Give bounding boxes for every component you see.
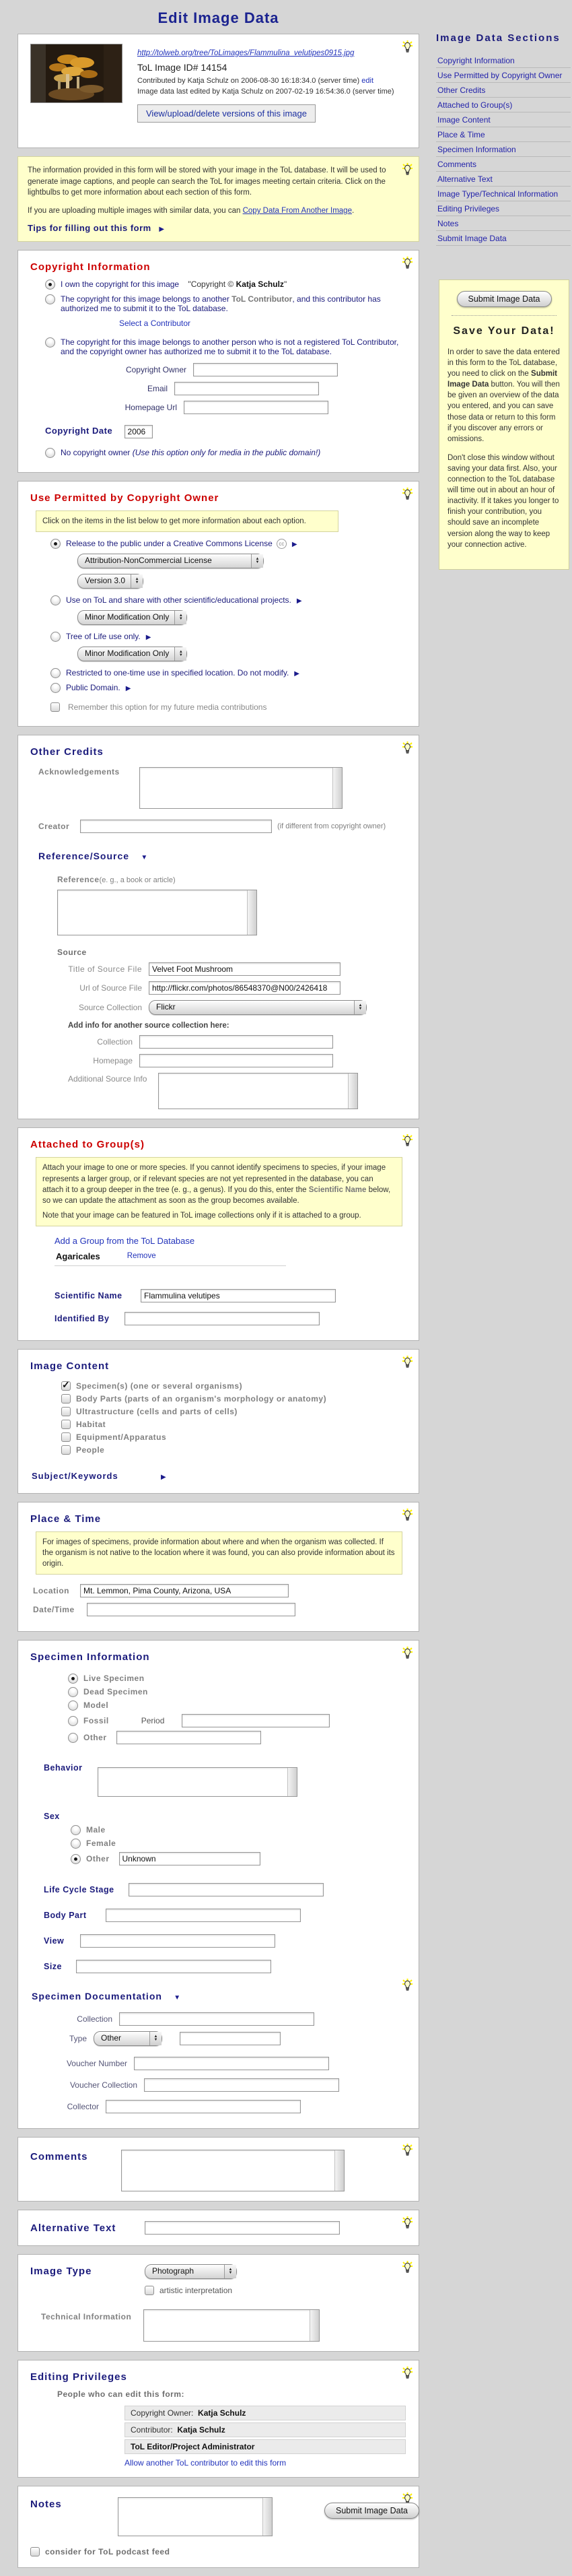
technical-info-textarea[interactable] — [143, 2309, 320, 2342]
group-name: Agaricales — [56, 1251, 100, 1261]
copyright-contributor-radio[interactable] — [45, 294, 55, 304]
lightbulb-icon[interactable] — [402, 2367, 413, 2379]
reference-source-header[interactable]: Reference/Source — [38, 851, 130, 862]
copyright-own-label: I own the copyright for this image — [61, 279, 180, 290]
spec-collection-input[interactable] — [119, 2012, 314, 2026]
sex-other-label: Other — [86, 1854, 110, 1864]
podcast-checkbox[interactable] — [30, 2547, 40, 2556]
no-copyright-label: No copyright owner — [61, 448, 133, 458]
specimen-info-title: Specimen Information — [30, 1651, 150, 1663]
life-cycle-input[interactable] — [129, 1883, 324, 1896]
specimen-info-section — [17, 1640, 419, 2129]
scientific-name-label: Scientific Name — [55, 1290, 122, 1300]
image-type-title: Image Type — [30, 2266, 92, 2278]
save-your-data-box — [439, 279, 569, 570]
voucher-number-label: Voucher Number — [66, 2059, 127, 2069]
lightbulb-icon[interactable] — [402, 488, 413, 500]
cc-license-radio[interactable] — [50, 539, 61, 549]
editing-intro: People who can edit this form: — [57, 2389, 185, 2400]
arrow-right-icon: ▶ — [125, 685, 131, 693]
male-label: Male — [86, 1825, 106, 1835]
acknowledgements-textarea[interactable] — [139, 767, 343, 809]
use-permitted-title: Use Permitted by Copyright Owner — [30, 492, 219, 504]
triangle-down-icon: ▼ — [174, 1994, 181, 2002]
lightbulb-icon[interactable] — [402, 257, 413, 269]
source-label: Source — [57, 948, 87, 958]
public-domain-radio[interactable] — [50, 683, 61, 693]
sidebar-item-other-credits[interactable]: Other Credits — [436, 83, 571, 98]
sidebar-item-image-content[interactable]: Image Content — [436, 112, 571, 127]
specimen-other-radio[interactable] — [68, 1733, 78, 1743]
editor-row-value: Katja Schulz — [177, 2425, 225, 2435]
editor-row-value: Katja Schulz — [198, 2408, 246, 2418]
datetime-label: Date/Time — [33, 1605, 75, 1615]
scientific-name-input[interactable]: Flammulina velutipes — [141, 1289, 336, 1302]
sidebar-item-notes[interactable]: Notes — [436, 216, 571, 231]
sidebar-item-editing-privileges[interactable]: Editing Privileges — [436, 201, 571, 216]
owner-field-label: Copyright Owner — [125, 365, 186, 375]
homepage-input[interactable] — [139, 1054, 333, 1067]
save-data-heading: Save Your Data! — [453, 325, 555, 337]
scrollbar[interactable] — [287, 1768, 297, 1796]
source-collection-label: Source Collection — [78, 1003, 142, 1013]
attached-note-2: Note that your image can be featured in ToL image collections only if it is attached to a group. — [42, 1211, 361, 1220]
model-label: Model — [83, 1700, 109, 1711]
image-header-box — [17, 34, 419, 148]
lightbulb-icon[interactable] — [402, 163, 413, 176]
select-stepper-icon — [224, 2265, 236, 2278]
additional-source-textarea[interactable] — [158, 1073, 358, 1109]
add-info-label: Add info for another source collection here: — [68, 1022, 229, 1030]
title-source-label: Title of Source File — [68, 964, 142, 975]
copy-data-link[interactable]: Copy Data From Another Image — [242, 207, 352, 216]
fossil-radio[interactable] — [68, 1716, 78, 1726]
size-label: Size — [44, 1962, 63, 1972]
email-field-label: Email — [147, 384, 168, 394]
content-label: People — [76, 1445, 105, 1455]
tips-link[interactable]: Tips for filling out this form — [28, 223, 151, 234]
editor-row — [124, 2406, 406, 2420]
intro-p2-text: If you are uploading multiple images with similar data, you can — [28, 207, 243, 216]
other-credits-title: Other Credits — [30, 746, 104, 758]
versions-button[interactable]: View/upload/delete versions of this image — [137, 104, 316, 123]
size-input[interactable] — [76, 1960, 271, 1973]
comments-section — [17, 2137, 419, 2202]
content-label: Habitat — [76, 1419, 106, 1429]
homepage-field-label: Homepage Url — [124, 403, 177, 413]
creator-label: Creator — [38, 822, 70, 832]
public-domain-label[interactable]: Public Domain. — [66, 683, 120, 693]
behavior-textarea[interactable] — [98, 1767, 297, 1797]
scrollbar[interactable] — [332, 768, 342, 808]
save-p1-a: In order to save the data entered in this form to the ToL database, you need to click on the — [448, 348, 560, 378]
dotted-divider — [452, 315, 557, 316]
copyright-section-title: Copyright Information — [30, 261, 151, 273]
life-cycle-label: Life Cycle Stage — [44, 1885, 114, 1895]
comments-title: Comments — [30, 2151, 88, 2163]
place-time-section — [17, 1502, 419, 1632]
behavior-label: Behavior — [44, 1763, 83, 1773]
modification-select-1[interactable]: Minor Modification Only ▲ ▼ — [77, 610, 187, 625]
lightbulb-icon[interactable] — [402, 1979, 413, 1991]
lightbulb-icon[interactable] — [402, 40, 413, 53]
editor-row — [124, 2422, 406, 2437]
collector-label: Collector — [67, 2102, 99, 2112]
image-type-select[interactable]: Photograph ▲ ▼ — [145, 2264, 237, 2279]
arrow-right-icon: ▶ — [159, 226, 165, 234]
cc-license-label[interactable]: Release to the public under a Creative Commons License — [66, 539, 273, 549]
attached-groups-title: Attached to Group(s) — [30, 1139, 145, 1151]
use-permitted-note: Click on the items in the list below to get more information about each option. — [36, 510, 338, 532]
arrow-right-icon: ▶ — [145, 634, 151, 642]
image-content-title: Image Content — [30, 1360, 110, 1372]
scrollbar[interactable] — [334, 2150, 344, 2191]
sidebar-item-alternative-text[interactable]: Alternative Text — [436, 172, 571, 187]
specimen-other-input[interactable] — [116, 1731, 261, 1744]
creator-input[interactable] — [80, 820, 272, 833]
additional-source-label: Additional Source Info — [68, 1074, 147, 1084]
live-specimen-radio[interactable] — [68, 1674, 78, 1684]
sidebar-item-submit[interactable]: Submit Image Data — [436, 231, 571, 246]
remember-option-label: Remember this option for my future media contributions — [68, 702, 267, 713]
editing-privileges-section — [17, 2360, 419, 2478]
select-stepper-icon — [251, 554, 263, 568]
reference-label: Reference — [57, 875, 100, 885]
creator-note: (if different from copyright owner) — [277, 822, 386, 831]
lightbulb-icon[interactable] — [402, 2144, 413, 2156]
artistic-interpretation-label: artistic interpretation — [159, 2286, 233, 2296]
content-habitat-checkbox[interactable] — [61, 1420, 71, 1429]
identified-by-input[interactable] — [124, 1312, 320, 1325]
lightbulb-icon[interactable] — [402, 1509, 413, 1521]
select-stepper-icon — [131, 574, 143, 588]
cc-license-select[interactable]: Attribution-NonCommercial License ▲ ▼ — [77, 554, 264, 568]
fossil-label: Fossil — [83, 1716, 109, 1726]
other-credits-section — [17, 735, 419, 1119]
scrollbar[interactable] — [348, 1074, 357, 1109]
restricted-label[interactable]: Restricted to one-time use in specified location. Do not modify. — [66, 668, 289, 678]
attached-note-a: Attach your image to one or more species. If you cannot identify specimens to species, if your image represents a larger group, or if relevant species are not yet represented in the database, you can attach it to a group deeper in the tree (e. g., a genus). If you do this, enter the — [42, 1164, 386, 1194]
copyright-own-radio[interactable] — [45, 279, 55, 290]
select-stepper-icon — [149, 2032, 162, 2045]
copyright-opt3-label: The copyright for this image belongs to another person who is not a registered ToL Contributor, and the copyright owner has authorized me to submit it to the ToL database. — [61, 337, 399, 357]
select-contributor-link[interactable]: Select a Contributor — [119, 319, 191, 329]
content-label: Specimen(s) (one or several organisms) — [76, 1381, 243, 1391]
sidebar-item-image-type[interactable]: Image Type/Technical Information — [436, 187, 571, 201]
sidebar-item-copyright[interactable]: Copyright Information — [436, 53, 571, 68]
acknowledgements-label: Acknowledgements — [38, 767, 120, 777]
podcast-label: consider for ToL podcast feed — [45, 2547, 170, 2557]
no-copyright-italic: (Use this option only for media in the public domain!) — [132, 448, 321, 458]
reference-textarea[interactable] — [57, 890, 257, 935]
technical-info-label: Technical Information — [41, 2312, 132, 2322]
select-stepper-icon — [174, 647, 186, 661]
footer-submit-row — [17, 2503, 419, 2519]
reference-note: (e. g., a book or article) — [99, 876, 176, 885]
use-permitted-section — [17, 481, 419, 727]
intro-p2-suffix: . — [351, 207, 355, 216]
lightbulb-icon[interactable] — [402, 1647, 413, 1659]
save-data-paragraph-2: Don't close this window without saving your data first. Also, your connection to the ToL database will time out in about an hour of inactivity. If it takes you longer to finish your contribution, you should save an incomplete version along the way to keep your connection active. — [448, 453, 559, 549]
attached-note-b: below, so we can update the attachment as soon as the group becomes available. — [42, 1185, 391, 1205]
save-data-paragraph-1 — [448, 347, 561, 444]
spec-type-select[interactable]: Other ▲ ▼ — [94, 2031, 162, 2046]
spec-type-label: Type — [69, 2034, 87, 2044]
attached-groups-section — [17, 1127, 419, 1340]
sidebar-item-use-permitted[interactable]: Use Permitted by Copyright Owner — [436, 68, 571, 83]
model-radio[interactable] — [68, 1700, 78, 1711]
dead-specimen-radio[interactable] — [68, 1687, 78, 1697]
homepage-url-input[interactable] — [184, 401, 328, 414]
editor-row — [124, 2439, 406, 2454]
remove-group-link[interactable]: Remove — [127, 1252, 156, 1261]
url-source-label: Url of Source File — [79, 983, 142, 993]
artistic-interpretation-checkbox[interactable] — [145, 2286, 154, 2295]
sidebar-submit-button[interactable]: Submit Image Data — [457, 291, 552, 307]
cc-version-select[interactable]: Version 3.0 ▲ ▼ — [77, 574, 143, 589]
voucher-collection-input[interactable] — [144, 2078, 339, 2092]
copyright-date-label: Copyright Date — [45, 426, 113, 436]
scrollbar[interactable] — [310, 2310, 319, 2341]
allow-contributor-link[interactable]: Allow another ToL contributor to edit this form — [124, 2458, 287, 2468]
attached-note-bold: Scientific Name — [308, 1185, 367, 1194]
voucher-collection-label: Voucher Collection — [69, 2080, 137, 2090]
homepage-label: Homepage — [93, 1056, 133, 1066]
editor-row-label: ToL Editor/Project Administrator — [131, 2442, 255, 2452]
collector-input[interactable] — [106, 2100, 301, 2113]
copyright-other-person-radio[interactable] — [45, 337, 55, 348]
arrow-right-icon: ▶ — [294, 670, 299, 678]
arrow-right-icon: ▶ — [291, 541, 297, 549]
arrow-right-icon: ▶ — [161, 1473, 166, 1481]
tol-share-radio[interactable] — [50, 595, 61, 605]
content-label: Equipment/Apparatus — [76, 1432, 167, 1442]
copyright-opt2-a: The copyright for this image belongs to another — [61, 294, 232, 304]
image-id: ToL Image ID# 14154 — [137, 62, 227, 73]
title-source-input[interactable]: Velvet Foot Mushroom — [149, 962, 341, 976]
notes-section — [17, 2486, 419, 2568]
scrollbar[interactable] — [247, 890, 256, 935]
tol-only-label[interactable]: Tree of Life use only. — [66, 632, 141, 642]
dead-specimen-label: Dead Specimen — [83, 1687, 148, 1697]
sex-other-input[interactable]: Unknown — [119, 1852, 260, 1865]
content-label: Body Parts (parts of an organism's morphology or anatomy) — [76, 1393, 327, 1403]
remember-option-checkbox[interactable] — [50, 702, 60, 712]
image-thumbnail — [30, 44, 122, 103]
intro-paragraph: The information provided in this form will be stored with your image in the ToL database. It will be used to generate image captions, and people can search the ToL for images meeting certain criteria. Click on the lightbulbs to get more information about each section of this form. — [28, 166, 386, 197]
sex-female-radio[interactable] — [71, 1839, 81, 1849]
copyright-quote-prefix: "Copyright © — [188, 279, 236, 290]
lightbulb-icon[interactable] — [402, 2261, 413, 2274]
spec-collection-label: Collection — [77, 2014, 112, 2024]
image-type-section — [17, 2254, 419, 2352]
identified-by-label: Identified By — [55, 1313, 110, 1323]
voucher-number-input[interactable] — [134, 2057, 329, 2070]
place-time-note: For images of specimens, provide information about where and when the organism was collected. If the organism is not native to the location where it was found, you can also provide information about its origin. — [36, 1531, 402, 1575]
tol-share-label[interactable]: Use on ToL and share with other scientific/educational projects. — [66, 595, 291, 605]
location-input[interactable]: Mt. Lemmon, Pima County, Arizona, USA — [80, 1584, 289, 1597]
restricted-radio[interactable] — [50, 668, 61, 678]
specimen-other-label: Other — [83, 1733, 107, 1743]
intro-note-box — [17, 156, 419, 242]
content-people-checkbox[interactable] — [61, 1445, 71, 1455]
lightbulb-icon[interactable] — [402, 741, 413, 754]
alt-text-section — [17, 2210, 419, 2246]
url-source-input[interactable]: http://flickr.com/photos/86548370@N00/2426418 — [149, 981, 341, 995]
sex-label: Sex — [44, 1812, 60, 1822]
live-specimen-label: Live Specimen — [83, 1674, 145, 1684]
female-label: Female — [86, 1839, 116, 1849]
tol-only-radio[interactable] — [50, 632, 61, 642]
copyright-opt2-b: , and this contributor has authorized me to submit it to the ToL database. — [61, 294, 381, 314]
sidebar-item-attached-groups[interactable]: Attached to Group(s) — [436, 98, 571, 112]
content-ultrastructure-checkbox[interactable] — [61, 1407, 71, 1416]
editing-privileges-title: Editing Privileges — [30, 2371, 127, 2383]
sex-other-radio[interactable] — [71, 1854, 81, 1864]
body-part-input[interactable] — [106, 1909, 301, 1922]
triangle-down-icon: ▼ — [141, 854, 148, 862]
save-p1-b: button. You will then be given an overview of the data you entered, and you can save those data or return to this form if you discover any errors or omissions. — [448, 381, 560, 443]
spec-type-other-input[interactable] — [180, 2032, 281, 2045]
comments-textarea[interactable] — [121, 2150, 345, 2191]
arrow-right-icon: ▶ — [296, 597, 302, 605]
copyright-section — [17, 250, 419, 473]
location-label: Location — [33, 1586, 69, 1596]
page-title: Edit Image Data — [157, 9, 279, 26]
lightbulb-icon[interactable] — [402, 1134, 413, 1147]
edit-link[interactable]: edit — [361, 77, 374, 85]
copyright-owner-input[interactable] — [193, 363, 338, 376]
select-stepper-icon — [354, 1001, 366, 1014]
notes-title: Notes — [30, 2499, 62, 2511]
main-column — [17, 0, 419, 2576]
content-equipment-checkbox[interactable] — [61, 1432, 71, 1442]
select-stepper-icon — [174, 611, 186, 624]
sidebar — [436, 27, 571, 570]
content-label: Ultrastructure (cells and parts of cells) — [76, 1406, 238, 1416]
lightbulb-icon[interactable] — [402, 2216, 413, 2229]
content-body-parts-checkbox[interactable] — [61, 1394, 71, 1403]
no-copyright-radio[interactable] — [45, 448, 55, 458]
content-specimens-checkbox[interactable] — [61, 1381, 71, 1391]
contributed-text: Contributed by Katja Schulz on 2006-08-30 16:18:34.0 (server time) — [137, 77, 360, 85]
subject-keywords-header[interactable]: Subject/Keywords — [32, 1470, 118, 1481]
body-part-label: Body Part — [44, 1911, 87, 1921]
copyright-owner-name: Katja Schulz — [236, 279, 284, 290]
sidebar-item-place-time[interactable]: Place & Time — [436, 127, 571, 142]
image-content-section — [17, 1349, 419, 1494]
copyright-date-input[interactable]: 2006 — [124, 425, 153, 438]
sidebar-item-comments[interactable]: Comments — [436, 157, 571, 172]
sidebar-item-specimen-info[interactable]: Specimen Information — [436, 142, 571, 157]
period-label: Period — [141, 1716, 165, 1726]
email-input[interactable] — [174, 382, 319, 395]
editor-row-label: Copyright Owner: — [131, 2408, 194, 2418]
place-time-title: Place & Time — [30, 1513, 102, 1525]
creative-commons-icon: cc — [277, 539, 287, 549]
sex-male-radio[interactable] — [71, 1825, 81, 1835]
view-label: View — [44, 1936, 65, 1946]
alt-text-title: Alternative Text — [30, 2222, 116, 2234]
view-input[interactable] — [80, 1934, 275, 1948]
submit-image-data-button[interactable]: Submit Image Data — [324, 2503, 419, 2519]
collection-label: Collection — [97, 1037, 133, 1047]
datetime-input[interactable] — [87, 1603, 295, 1616]
copyright-quote-suffix: " — [283, 279, 287, 290]
specimen-doc-header[interactable]: Specimen Documentation — [32, 1991, 162, 2002]
save-p1-bold: Submit Image Data — [448, 370, 558, 389]
last-edited-text: Image data last edited by Katja Schulz on 2007-02-19 16:54:36.0 (server time) — [137, 87, 394, 96]
add-group-link[interactable]: Add a Group from the ToL Database — [55, 1235, 195, 1246]
tol-contributor-bold: ToL Contributor — [231, 294, 293, 304]
editor-row-label: Contributor: — [131, 2425, 173, 2435]
collection-input[interactable] — [139, 1035, 333, 1049]
lightbulb-icon[interactable] — [402, 1356, 413, 1368]
sidebar-title: Image Data Sections — [436, 32, 561, 44]
source-collection-select[interactable]: Flickr ▲ ▼ — [149, 1000, 367, 1015]
alt-text-input[interactable] — [145, 2221, 340, 2235]
modification-select-2[interactable]: Minor Modification Only ▲ ▼ — [77, 647, 187, 661]
image-url-link[interactable]: http://tolweb.org/tree/ToLimages/Flammulina_velutipes0915.jpg — [137, 49, 355, 57]
period-input[interactable] — [182, 1714, 330, 1727]
